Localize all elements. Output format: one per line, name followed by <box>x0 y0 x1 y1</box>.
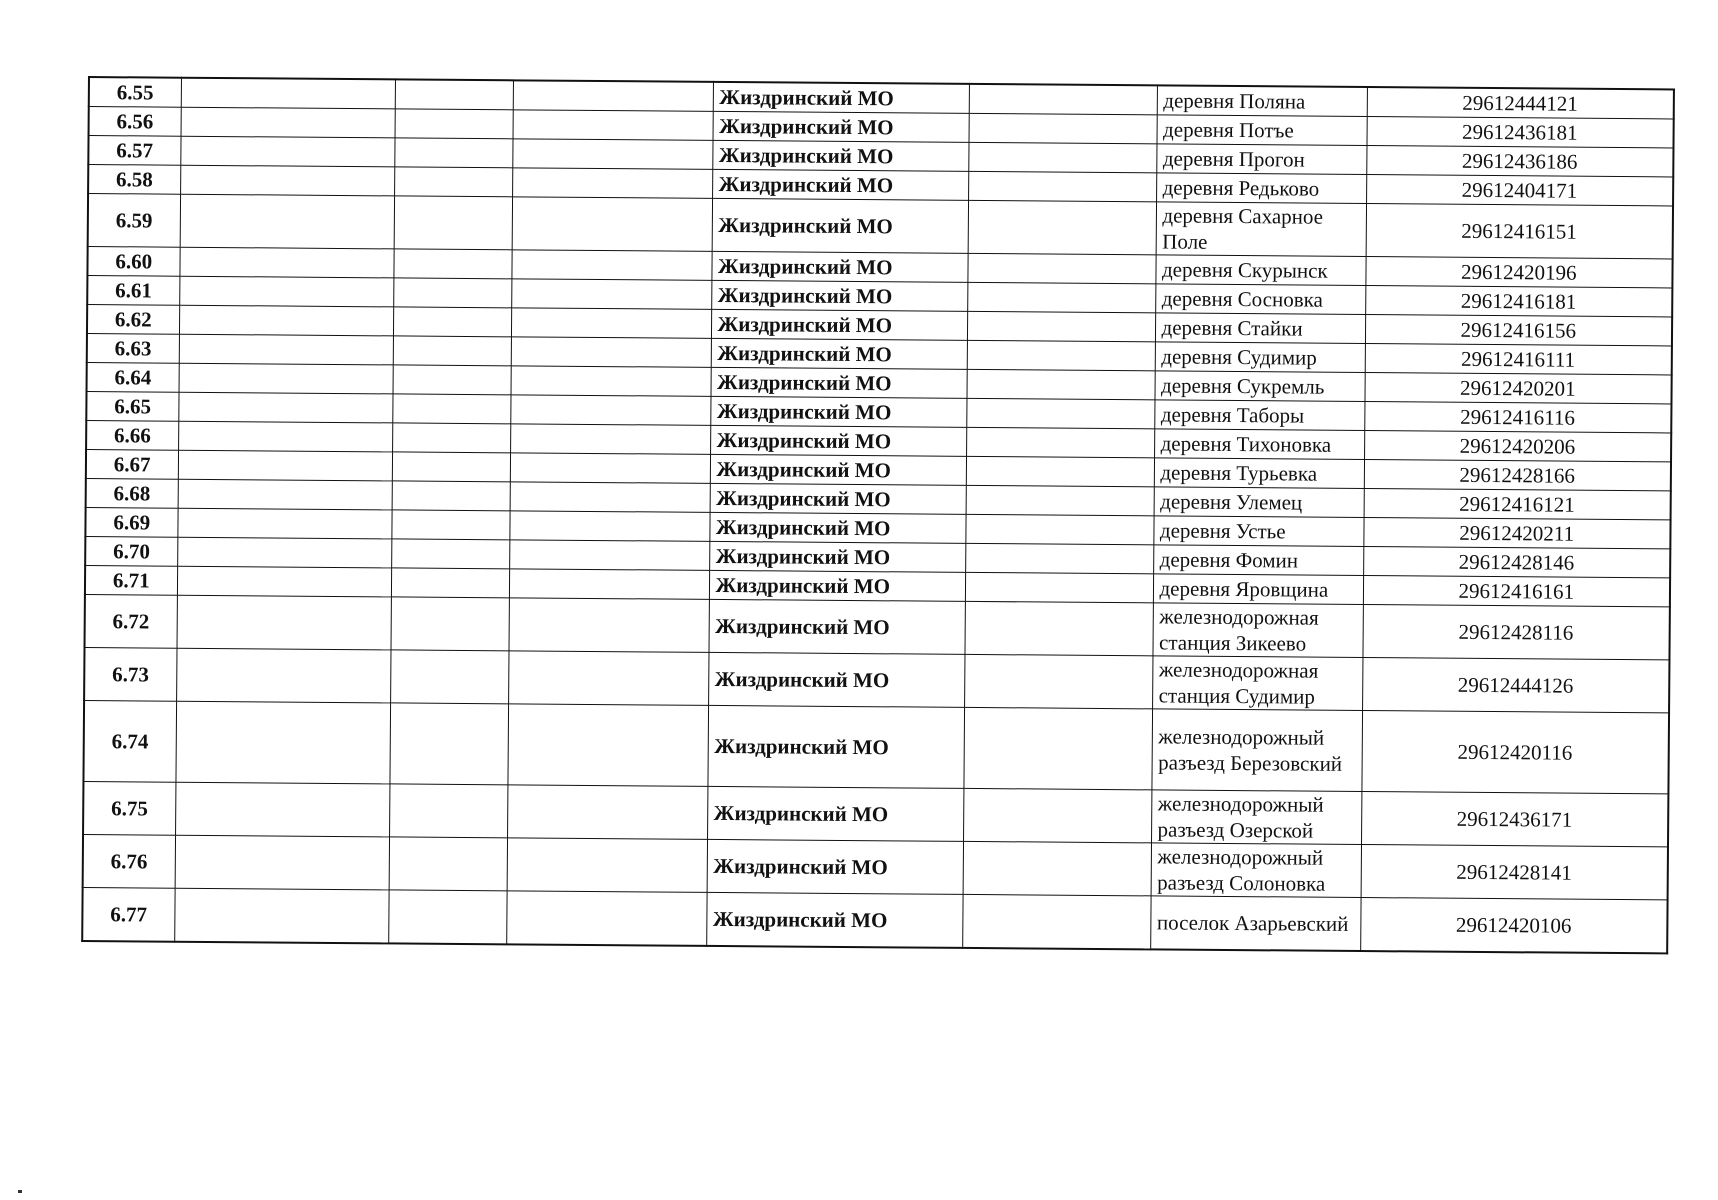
empty-cell <box>177 508 391 539</box>
empty-cell <box>394 167 512 197</box>
empty-cell <box>512 197 712 252</box>
margin-mark <box>18 1190 22 1193</box>
municipality-cell: Жиздринский МО <box>713 111 969 142</box>
row-number-cell: 6.55 <box>89 77 181 107</box>
table-row <box>83 700 1669 793</box>
empty-cell <box>181 78 395 109</box>
empty-cell <box>178 392 392 423</box>
empty-cell <box>391 539 509 569</box>
empty-cell <box>389 784 507 838</box>
municipality-cell: Жиздринский МО <box>709 541 965 572</box>
table-container <box>81 76 1675 954</box>
oktmo-code-cell: 29612416151 <box>1366 204 1673 259</box>
oktmo-code-cell: 29612420106 <box>1360 898 1667 954</box>
row-number-cell: 6.74 <box>83 700 176 782</box>
municipality-cell: Жиздринский МО <box>711 367 967 398</box>
empty-cell <box>965 514 1153 544</box>
oktmo-code-cell: 29612416181 <box>1365 286 1672 317</box>
municipality-cell: Жиздринский МО <box>713 82 969 114</box>
municipality-cell: Жиздринский МО <box>710 396 966 427</box>
locality-cell: деревня Скурынск <box>1155 255 1365 286</box>
locality-cell: деревня Фомин <box>1153 545 1363 576</box>
empty-cell <box>508 651 708 706</box>
oktmo-code-cell: 29612420211 <box>1363 518 1670 549</box>
empty-cell <box>391 568 509 598</box>
empty-cell <box>177 566 391 597</box>
empty-cell <box>967 253 1155 283</box>
empty-cell <box>509 569 709 600</box>
empty-cell <box>510 395 710 426</box>
oktmo-code-cell: 29612436171 <box>1361 792 1668 847</box>
empty-cell <box>180 165 394 196</box>
empty-cell <box>393 307 511 337</box>
row-number-cell: 6.64 <box>87 362 179 392</box>
table-row <box>82 887 1667 953</box>
locality-cell: железнодорожная станция Зикеево <box>1152 603 1362 658</box>
row-number-cell: 6.67 <box>86 449 178 479</box>
empty-cell <box>966 456 1154 486</box>
municipality-cell: Жиздринский МО <box>711 309 967 340</box>
row-number-cell: 6.73 <box>84 647 176 701</box>
oktmo-code-cell: 29612428116 <box>1362 605 1669 660</box>
locality-cell: деревня Редьково <box>1156 173 1366 204</box>
empty-cell <box>175 782 389 837</box>
empty-cell <box>968 200 1156 254</box>
empty-cell <box>512 168 712 199</box>
row-number-cell: 6.57 <box>88 136 180 166</box>
oktmo-code-cell: 29612428146 <box>1363 547 1670 578</box>
empty-cell <box>393 278 511 308</box>
empty-cell <box>507 704 708 787</box>
empty-cell <box>392 481 510 511</box>
locality-cell: деревня Поляна <box>1157 85 1367 116</box>
empty-cell <box>511 279 711 310</box>
empty-cell <box>963 788 1151 842</box>
empty-cell <box>510 424 710 455</box>
oktmo-code-cell: 29612416156 <box>1365 315 1672 346</box>
municipality-cell: Жиздринский МО <box>712 140 968 171</box>
row-number-cell: 6.77 <box>82 887 174 941</box>
empty-cell <box>510 482 710 513</box>
empty-cell <box>967 311 1155 341</box>
locality-cell: деревня Таборы <box>1154 400 1364 431</box>
empty-cell <box>175 701 390 784</box>
locality-cell: железнодорожный разъезд Солоновка <box>1151 843 1361 898</box>
empty-cell <box>174 888 388 943</box>
empty-cell <box>511 308 711 339</box>
empty-cell <box>963 841 1151 895</box>
empty-cell <box>509 540 709 571</box>
oktmo-code-cell: 29612444126 <box>1362 658 1669 713</box>
empty-cell <box>395 109 513 139</box>
locality-cell: деревня Устье <box>1153 516 1363 547</box>
empty-cell <box>510 453 710 484</box>
empty-cell <box>389 837 507 891</box>
empty-cell <box>390 650 508 704</box>
row-number-cell: 6.68 <box>86 478 178 508</box>
empty-cell <box>392 423 510 453</box>
row-number-cell: 6.66 <box>86 420 178 450</box>
empty-cell <box>178 421 392 452</box>
locality-cell: поселок Азарьевский <box>1150 896 1360 951</box>
municipality-cell: Жиздринский МО <box>709 570 965 601</box>
row-number-cell: 6.76 <box>83 834 175 888</box>
row-number-cell: 6.59 <box>88 194 180 248</box>
locality-cell: деревня Стайки <box>1155 313 1365 344</box>
empty-cell <box>393 336 511 366</box>
row-number-cell: 6.58 <box>88 165 180 195</box>
empty-cell <box>508 598 708 653</box>
row-number-cell: 6.63 <box>87 333 179 363</box>
empty-cell <box>506 891 706 946</box>
oktmo-code-cell: 29612416161 <box>1363 576 1670 607</box>
empty-cell <box>512 139 712 170</box>
locality-cell: деревня Сахарное Поле <box>1156 202 1366 257</box>
settlements-table <box>81 76 1675 954</box>
municipality-cell: Жиздринский МО <box>711 251 967 282</box>
table-body <box>82 77 1674 953</box>
oktmo-code-cell: 29612416121 <box>1364 489 1671 520</box>
locality-cell: железнодорожный разъезд Озерской <box>1151 790 1361 845</box>
oktmo-code-cell: 29612420201 <box>1364 373 1671 404</box>
oktmo-code-cell: 29612428141 <box>1361 845 1668 900</box>
oktmo-code-cell: 29612416111 <box>1365 344 1672 375</box>
empty-cell <box>181 107 395 138</box>
oktmo-code-cell: 29612404171 <box>1366 175 1673 206</box>
empty-cell <box>963 707 1152 789</box>
oktmo-code-cell: 29612420206 <box>1364 431 1671 462</box>
empty-cell <box>968 171 1156 201</box>
locality-cell: деревня Яровщина <box>1153 574 1363 605</box>
empty-cell <box>391 597 509 651</box>
municipality-cell: Жиздринский МО <box>712 198 968 253</box>
empty-cell <box>511 250 711 281</box>
empty-cell <box>969 113 1157 143</box>
municipality-cell: Жиздринский МО <box>707 705 964 788</box>
empty-cell <box>964 654 1152 708</box>
municipality-cell: Жиздринский МО <box>710 454 966 485</box>
empty-cell <box>966 398 1154 428</box>
empty-cell <box>389 703 508 785</box>
empty-cell <box>962 894 1150 949</box>
empty-cell <box>965 543 1153 573</box>
municipality-cell: Жиздринский МО <box>708 599 964 654</box>
row-number-cell: 6.69 <box>85 507 177 537</box>
empty-cell <box>966 369 1154 399</box>
empty-cell <box>392 394 510 424</box>
row-number-cell: 6.56 <box>89 107 181 137</box>
empty-cell <box>511 337 711 368</box>
empty-cell <box>394 138 512 168</box>
locality-cell: железнодорожный разъезд Березовский <box>1151 709 1362 792</box>
municipality-cell: Жиздринский МО <box>708 652 964 707</box>
row-number-cell: 6.62 <box>87 305 179 335</box>
municipality-cell: Жиздринский МО <box>706 892 962 948</box>
municipality-cell: Жиздринский МО <box>711 338 967 369</box>
row-number-cell: 6.60 <box>87 247 179 277</box>
oktmo-code-cell: 29612444121 <box>1367 87 1674 119</box>
empty-cell <box>513 110 713 141</box>
empty-cell <box>507 838 707 893</box>
empty-cell <box>966 485 1154 515</box>
locality-cell: деревня Сукремль <box>1154 371 1364 402</box>
oktmo-code-cell: 29612436186 <box>1366 146 1673 177</box>
row-number-cell: 6.70 <box>85 536 177 566</box>
empty-cell <box>509 511 709 542</box>
empty-cell <box>392 452 510 482</box>
empty-cell <box>178 450 392 481</box>
empty-cell <box>507 785 707 840</box>
empty-cell <box>179 305 393 336</box>
empty-cell <box>967 340 1155 370</box>
row-number-cell: 6.72 <box>85 594 177 648</box>
empty-cell <box>179 334 393 365</box>
locality-cell: деревня Сосновка <box>1155 284 1365 315</box>
empty-cell <box>395 79 513 109</box>
municipality-cell: Жиздринский МО <box>711 280 967 311</box>
empty-cell <box>175 835 389 890</box>
oktmo-code-cell: 29612428166 <box>1364 460 1671 491</box>
empty-cell <box>177 595 391 650</box>
row-number-cell: 6.65 <box>86 391 178 421</box>
empty-cell <box>513 80 713 111</box>
row-number-cell: 6.61 <box>87 276 179 306</box>
oktmo-code-cell: 29612416116 <box>1364 402 1671 433</box>
municipality-cell: Жиздринский МО <box>710 483 966 514</box>
oktmo-code-cell: 29612420196 <box>1365 257 1672 288</box>
empty-cell <box>388 890 506 944</box>
locality-cell: деревня Улемец <box>1154 487 1364 518</box>
empty-cell <box>966 427 1154 457</box>
empty-cell <box>967 282 1155 312</box>
empty-cell <box>178 479 392 510</box>
empty-cell <box>969 84 1157 115</box>
oktmo-code-cell: 29612420116 <box>1361 711 1669 794</box>
municipality-cell: Жиздринский МО <box>709 512 965 543</box>
locality-cell: деревня Тихоновка <box>1154 429 1364 460</box>
empty-cell <box>177 537 391 568</box>
municipality-cell: Жиздринский МО <box>710 425 966 456</box>
empty-cell <box>393 249 511 279</box>
empty-cell <box>180 136 394 167</box>
empty-cell <box>511 366 711 397</box>
empty-cell <box>180 194 394 249</box>
municipality-cell: Жиздринский МО <box>707 786 963 841</box>
empty-cell <box>179 276 393 307</box>
row-number-cell: 6.75 <box>83 781 175 835</box>
empty-cell <box>968 142 1156 172</box>
locality-cell: деревня Потъе <box>1156 115 1366 146</box>
oktmo-code-cell: 29612436181 <box>1366 117 1673 148</box>
empty-cell <box>964 601 1152 655</box>
municipality-cell: Жиздринский МО <box>707 839 963 894</box>
empty-cell <box>176 648 390 703</box>
locality-cell: деревня Прогон <box>1156 144 1366 175</box>
locality-cell: деревня Судимир <box>1155 342 1365 373</box>
empty-cell <box>179 363 393 394</box>
empty-cell <box>965 572 1153 602</box>
locality-cell: железнодорожная станция Судимир <box>1152 656 1362 711</box>
empty-cell <box>393 365 511 395</box>
row-number-cell: 6.71 <box>85 565 177 595</box>
empty-cell <box>394 196 512 250</box>
locality-cell: деревня Турьевка <box>1154 458 1364 489</box>
empty-cell <box>179 247 393 278</box>
municipality-cell: Жиздринский МО <box>712 169 968 200</box>
empty-cell <box>391 510 509 540</box>
